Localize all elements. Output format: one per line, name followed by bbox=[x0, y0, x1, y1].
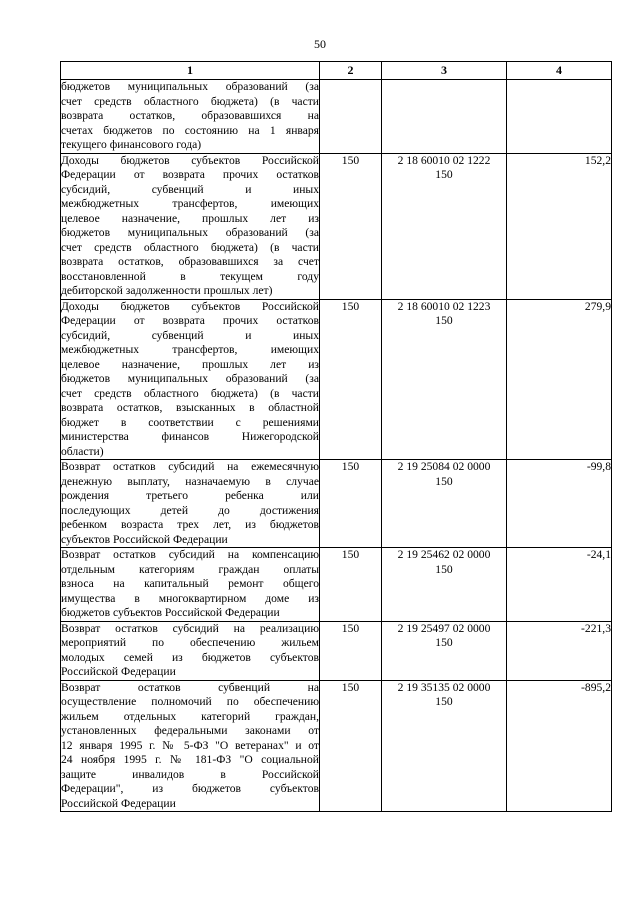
description-line: Доходы бюджетов субъектов Российской bbox=[61, 153, 319, 167]
description-line: молодых семей из бюджетов субъектов bbox=[61, 650, 319, 664]
description-line: возврата остатков, образовавшихся на bbox=[61, 109, 319, 122]
row-description bbox=[61, 80, 320, 154]
page-number: 50 bbox=[314, 37, 326, 51]
description-line: возврата остатков, образовавшихся за счет bbox=[61, 255, 319, 268]
description-line: мероприятий по обеспечению жильем bbox=[61, 636, 319, 649]
description-line: бюджетов муниципальных образований (за bbox=[61, 80, 319, 93]
table-row bbox=[61, 548, 612, 622]
description-line: Возврат остатков субсидий на компенсацию bbox=[61, 548, 319, 561]
row-budget-code bbox=[382, 153, 507, 299]
description-line: Доходы бюджетов субъектов Российской bbox=[61, 299, 319, 313]
description-line: последующих детей до достижения bbox=[61, 503, 319, 517]
description-line: Федерации от возврата прочих остатков bbox=[61, 314, 319, 327]
description-line: субъектов Российской Федерации bbox=[61, 532, 228, 546]
description-line: 24 ноября 1995 г. № 181-ФЗ "О социальной bbox=[61, 753, 319, 766]
description-line: субсидий, субвенций и иных bbox=[61, 182, 319, 196]
table-row bbox=[61, 153, 612, 299]
row-description bbox=[61, 460, 320, 548]
table-header-row bbox=[61, 62, 612, 80]
description-line: Возврат остатков субсидий на ежемесячную bbox=[61, 460, 319, 473]
description-line: счет средств областного бюджета) (в части bbox=[61, 94, 319, 108]
description-line: установленных федеральными законами от bbox=[61, 724, 319, 737]
row-admin-code bbox=[320, 80, 382, 154]
description-line: бюджетов муниципальных образований (за bbox=[61, 372, 319, 385]
header-col-3: 3 bbox=[382, 62, 507, 80]
row-budget-code bbox=[382, 80, 507, 154]
header-col-2: 2 bbox=[320, 62, 382, 80]
description-line: защите инвалидов в Российской bbox=[61, 767, 319, 781]
description-line: министерства финансов Нижегородской bbox=[61, 430, 319, 443]
budget-code-main: 2 18 60010 02 1222 bbox=[397, 153, 491, 167]
description-line: возврата остатков, взысканных в областной bbox=[61, 401, 319, 414]
row-admin-code: 150 bbox=[320, 621, 382, 680]
description-line: бюджетов муниципальных образований (за bbox=[61, 226, 319, 239]
row-amount: -24,1 bbox=[507, 548, 612, 622]
budget-code-main: 2 19 25497 02 0000 bbox=[397, 621, 491, 635]
table-row bbox=[61, 680, 612, 812]
description-line: межбюджетных трансфертов, имеющих bbox=[61, 197, 319, 210]
row-budget-code bbox=[382, 680, 507, 812]
budget-table bbox=[60, 61, 612, 812]
description-line: Российской Федерации bbox=[61, 665, 176, 678]
row-description bbox=[61, 621, 320, 680]
table-row bbox=[61, 299, 612, 460]
row-budget-code bbox=[382, 621, 507, 680]
description-line: взноса на капитальный ремонт общего bbox=[61, 577, 319, 590]
budget-code-main: 2 18 60010 02 1223 bbox=[397, 299, 491, 313]
row-amount: 152,2 bbox=[507, 153, 612, 299]
row-description bbox=[61, 548, 320, 622]
description-line: бюджет в соответствии с решениями bbox=[61, 415, 319, 429]
description-line: счетах бюджетов по состоянию на 1 января bbox=[61, 123, 319, 137]
description-line: целевое назначение, прошлых лет из bbox=[61, 357, 319, 371]
description-line: Федерации от возврата прочих остатков bbox=[61, 168, 319, 181]
description-line: 12 января 1995 г. № 5-ФЗ "О ветеранах" и от bbox=[61, 738, 319, 752]
row-admin-code: 150 bbox=[320, 548, 382, 622]
description-line: бюджетов субъектов Российской Федерации bbox=[61, 606, 280, 619]
header-col-1: 1 bbox=[61, 62, 320, 80]
row-budget-code bbox=[382, 548, 507, 622]
description-line: восстановленной в текущем году bbox=[61, 269, 319, 283]
budget-code-main: 2 19 25462 02 0000 bbox=[397, 548, 491, 561]
row-amount: -99,8 bbox=[507, 460, 612, 548]
row-description bbox=[61, 299, 320, 460]
description-line: счет средств областного бюджета) (в части bbox=[61, 240, 319, 254]
header-col-4: 4 bbox=[507, 62, 612, 80]
budget-code-main: 2 19 35135 02 0000 bbox=[397, 680, 491, 694]
description-line: отдельным категориям граждан оплаты bbox=[61, 562, 319, 576]
row-budget-code bbox=[382, 299, 507, 460]
description-line: ребенком возраста трех лет, из бюджетов bbox=[61, 518, 319, 531]
description-line: текущего финансового года) bbox=[61, 138, 202, 151]
row-amount: 279,9 bbox=[507, 299, 612, 460]
budget-code-suffix: 150 bbox=[435, 168, 453, 181]
budget-code-suffix: 150 bbox=[435, 695, 453, 708]
row-budget-code bbox=[382, 460, 507, 548]
budget-code-suffix: 150 bbox=[435, 314, 453, 327]
budget-code-main: 2 19 25084 02 0000 bbox=[397, 460, 491, 473]
description-line: субсидий, субвенций и иных bbox=[61, 328, 319, 342]
description-line: жильем отдельных категорий граждан, bbox=[61, 709, 319, 723]
description-line: Федерации", из бюджетов субъектов bbox=[61, 782, 319, 795]
row-description bbox=[61, 680, 320, 812]
budget-code-suffix: 150 bbox=[435, 562, 453, 576]
description-line: имущества в многоквартирном доме из bbox=[61, 591, 319, 605]
budget-code-suffix: 150 bbox=[435, 636, 453, 649]
description-line: счет средств областного бюджета) (в части bbox=[61, 386, 319, 400]
row-admin-code: 150 bbox=[320, 299, 382, 460]
description-line: области) bbox=[61, 444, 104, 458]
description-line: Возврат остатков субвенций на bbox=[61, 680, 319, 694]
row-amount: -895,2 bbox=[507, 680, 612, 812]
description-line: Российской Федерации bbox=[61, 796, 176, 810]
description-line: целевое назначение, прошлых лет из bbox=[61, 211, 319, 225]
row-amount bbox=[507, 80, 612, 154]
description-line: Возврат остатков субсидий на реализацию bbox=[61, 621, 319, 635]
budget-code-suffix: 150 bbox=[435, 474, 453, 488]
row-amount: -221,3 bbox=[507, 621, 612, 680]
description-line: денежную выплату, назначаемую в случае bbox=[61, 474, 319, 488]
row-admin-code: 150 bbox=[320, 153, 382, 299]
description-line: дебиторской задолженности прошлых лет) bbox=[61, 284, 273, 297]
row-admin-code: 150 bbox=[320, 460, 382, 548]
description-line: межбюджетных трансфертов, имеющих bbox=[61, 343, 319, 356]
description-line: рождения третьего ребенка или bbox=[61, 489, 319, 502]
table-row bbox=[61, 621, 612, 680]
row-description bbox=[61, 153, 320, 299]
table-row bbox=[61, 460, 612, 548]
description-line: осуществление полномочий по обеспечению bbox=[61, 695, 319, 708]
table-row bbox=[61, 80, 612, 154]
row-admin-code: 150 bbox=[320, 680, 382, 812]
